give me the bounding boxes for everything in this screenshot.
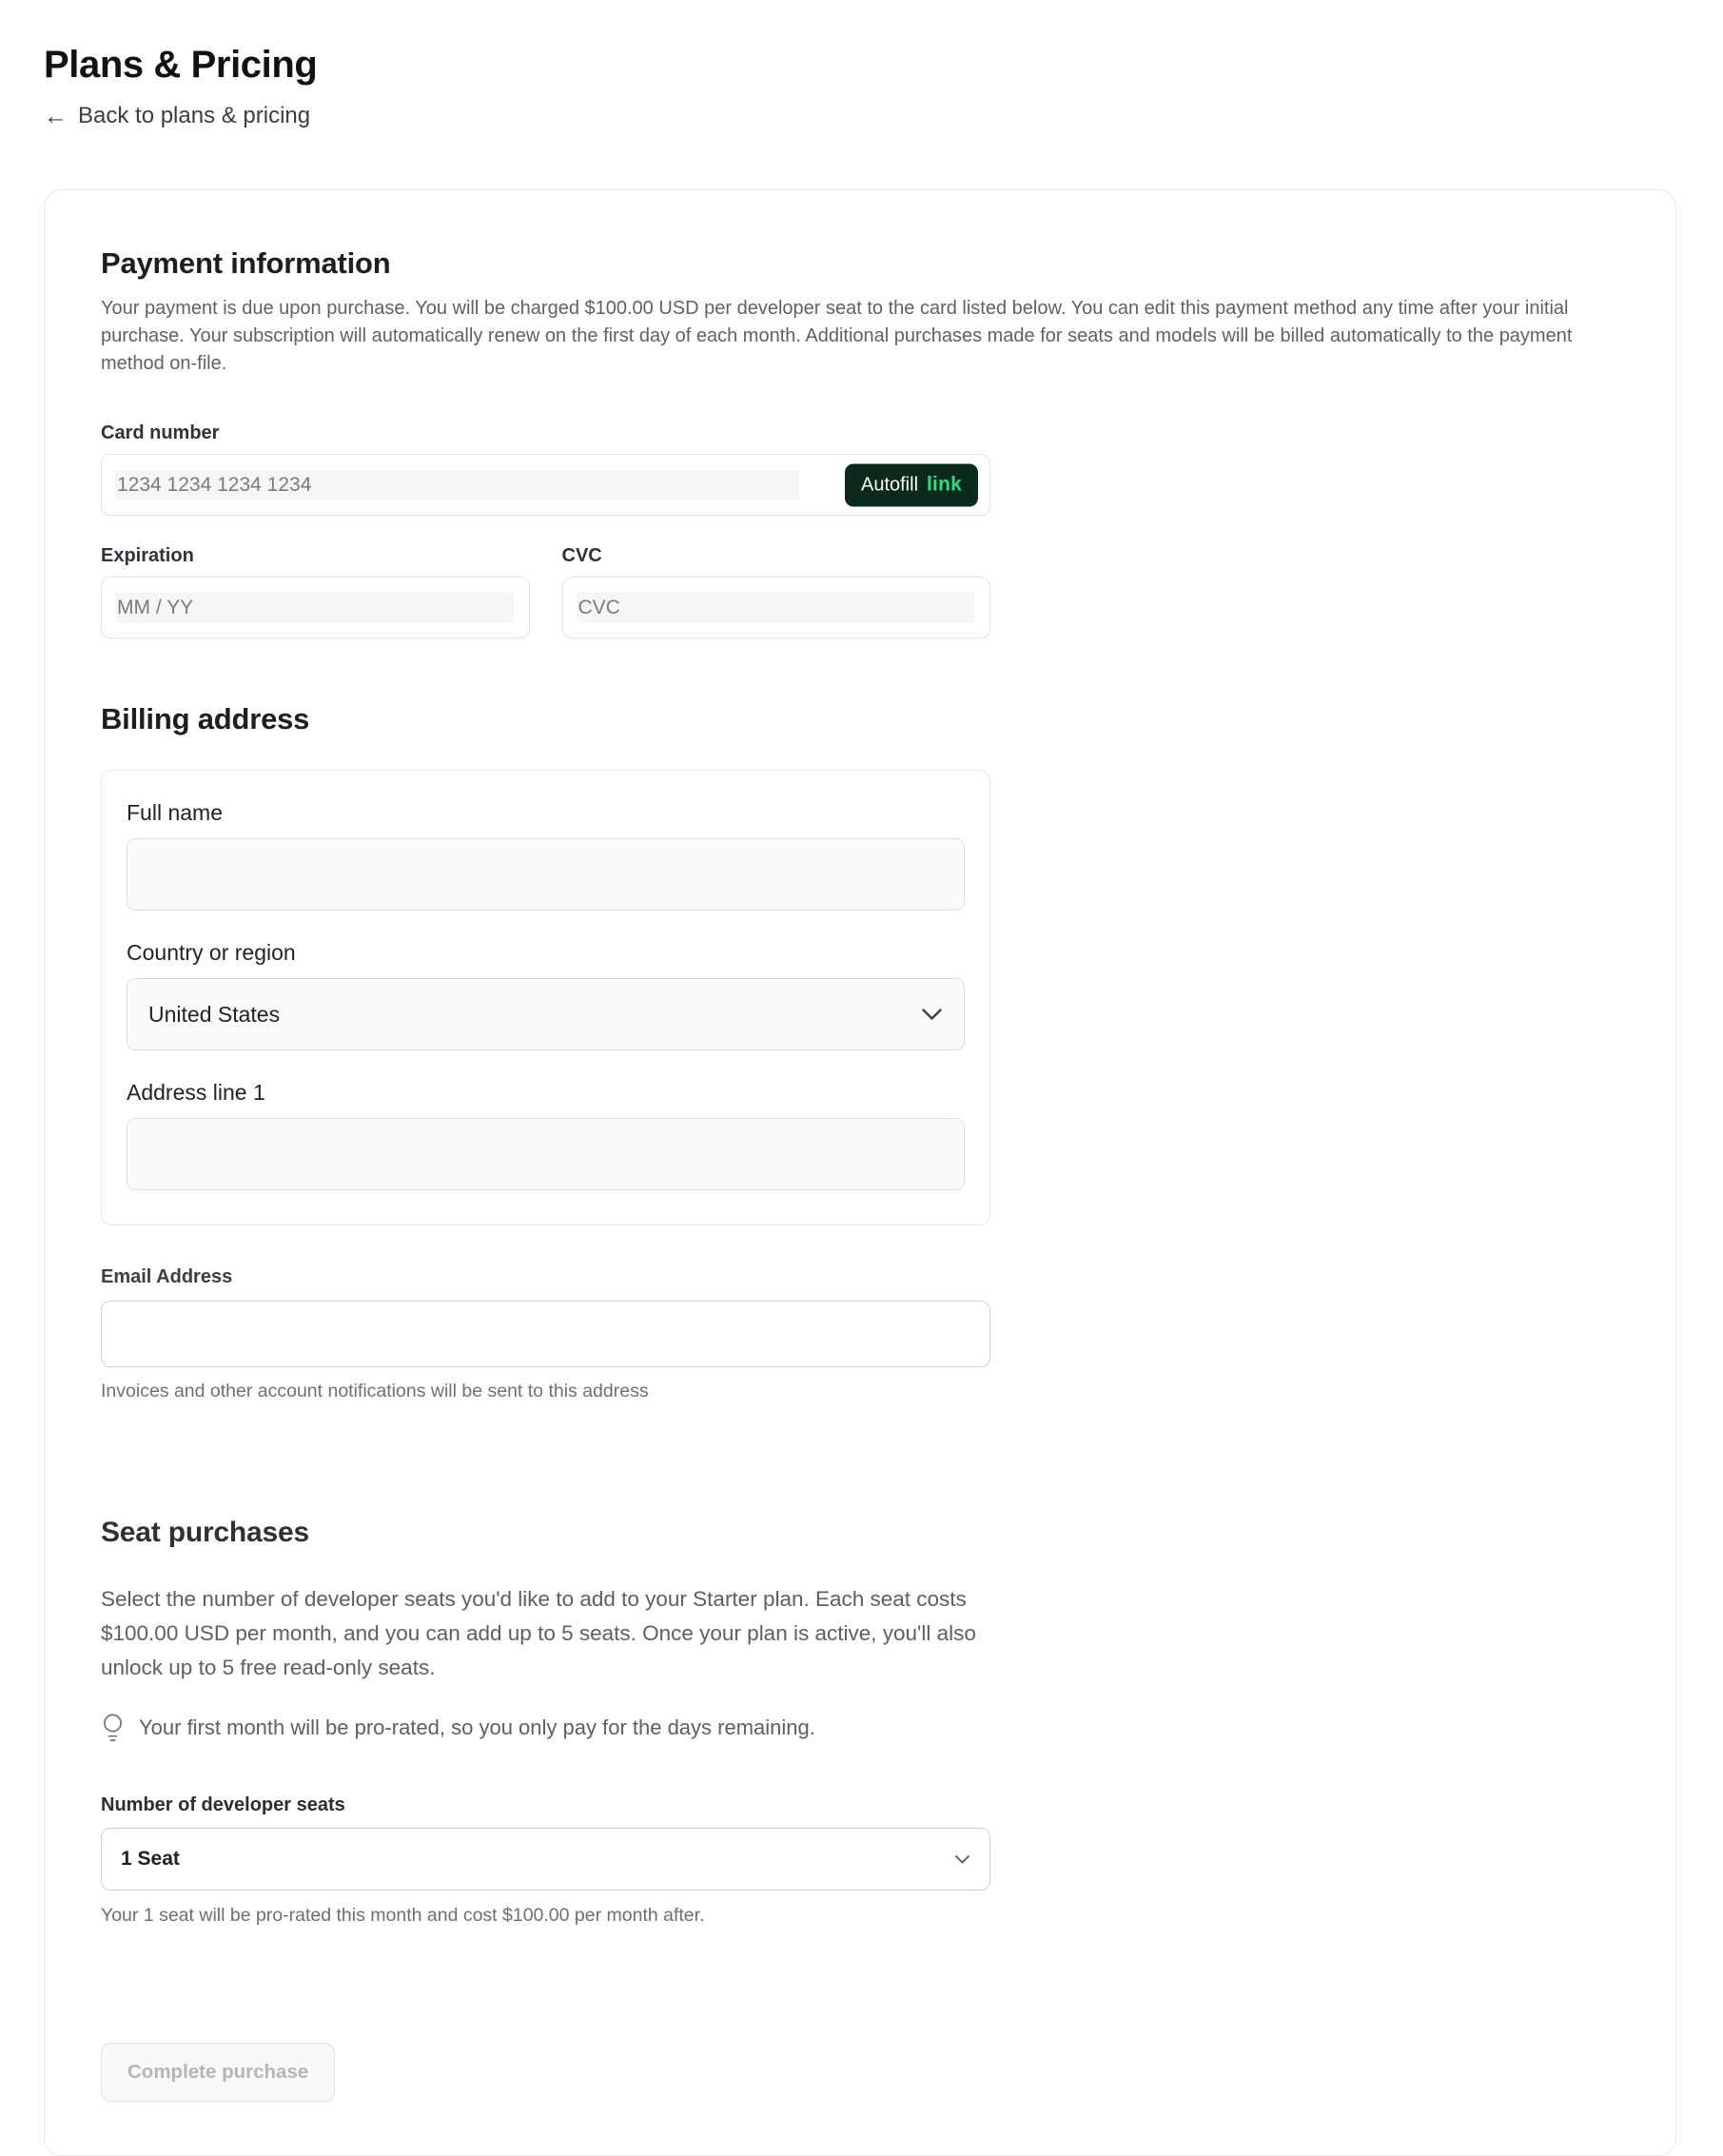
card-number-label: Card number bbox=[101, 422, 220, 443]
autofill-link-button[interactable] bbox=[845, 463, 978, 506]
page-title: Plans & Pricing bbox=[44, 44, 318, 86]
email-address-input[interactable] bbox=[101, 1301, 990, 1367]
complete-purchase-button[interactable]: Complete purchase bbox=[101, 2043, 335, 2102]
expiration-input[interactable] bbox=[101, 577, 530, 638]
expiration-column bbox=[101, 516, 530, 638]
expiration-label: Expiration bbox=[101, 545, 194, 566]
country-label: Country or region bbox=[127, 940, 296, 965]
address-line1-input[interactable] bbox=[127, 1118, 965, 1190]
prorate-tip-text: Your first month will be pro-rated, so you only pay for the days remaining. bbox=[139, 1715, 815, 1739]
email-group bbox=[101, 1265, 990, 1402]
seat-purchases-heading: Seat purchases bbox=[101, 1517, 309, 1548]
seats-count-label: Number of developer seats bbox=[101, 1794, 345, 1815]
payment-description: Your payment is due upon purchase. You will be charged $100.00 USD per developer seat to the card listed below. You can edit this payment method any time after your initial purchase. Your subscription will automatically renew on the first day of each month. Additional purchases made for seats and models will be billed automatically to the payment method on-file. bbox=[101, 298, 1573, 374]
lightbulb-icon bbox=[101, 1713, 125, 1742]
address-line1-group bbox=[127, 1079, 965, 1190]
back-link-label: Back to plans & pricing bbox=[78, 103, 311, 128]
chevron-down-icon bbox=[921, 1008, 943, 1021]
country-group bbox=[127, 939, 965, 1050]
full-name-input[interactable] bbox=[127, 838, 965, 911]
billing-address-heading: Billing address bbox=[101, 702, 310, 735]
chevron-down-icon bbox=[954, 1854, 970, 1865]
address-line1-label: Address line 1 bbox=[127, 1080, 265, 1105]
autofill-label: Autofill bbox=[860, 474, 919, 495]
email-help-text: Invoices and other account notifications will be sent to this address bbox=[101, 1381, 649, 1401]
payment-fields bbox=[101, 421, 990, 638]
back-link[interactable] bbox=[44, 102, 310, 130]
cvc-input[interactable] bbox=[562, 577, 991, 638]
expiration-cvc-row bbox=[101, 516, 990, 638]
prorate-tip bbox=[101, 1713, 990, 1742]
checkout-card bbox=[44, 189, 1676, 2156]
cvc-label: CVC bbox=[561, 545, 602, 566]
seat-purchases-description: Select the number of developer seats you'd like to add to your Starter plan. Each seat costs $100.00 USD per month, and you can add up to 5 seats. Once your plan is active, you'll also unlock up to 5 free read-only seats. bbox=[101, 1587, 976, 1679]
country-selected-value: United States bbox=[148, 1001, 281, 1027]
cvc-column bbox=[562, 516, 991, 638]
email-address-label: Email Address bbox=[101, 1266, 233, 1287]
full-name-group bbox=[127, 799, 965, 911]
back-arrow-icon: ← bbox=[44, 103, 68, 129]
payment-information-heading: Payment information bbox=[101, 246, 391, 280]
country-select[interactable] bbox=[127, 978, 965, 1050]
full-name-label: Full name bbox=[127, 800, 223, 825]
card-number-shell bbox=[101, 454, 990, 516]
link-brand-logo: link bbox=[927, 473, 962, 495]
seat-purchases-section bbox=[101, 1515, 1618, 1927]
seats-selected-value: 1 Seat bbox=[121, 1848, 180, 1870]
billing-address-box bbox=[101, 770, 990, 1225]
seats-count-select[interactable] bbox=[101, 1828, 990, 1891]
seats-help-text: Your 1 seat will be pro-rated this month and cost $100.00 per month after. bbox=[101, 1905, 705, 1926]
